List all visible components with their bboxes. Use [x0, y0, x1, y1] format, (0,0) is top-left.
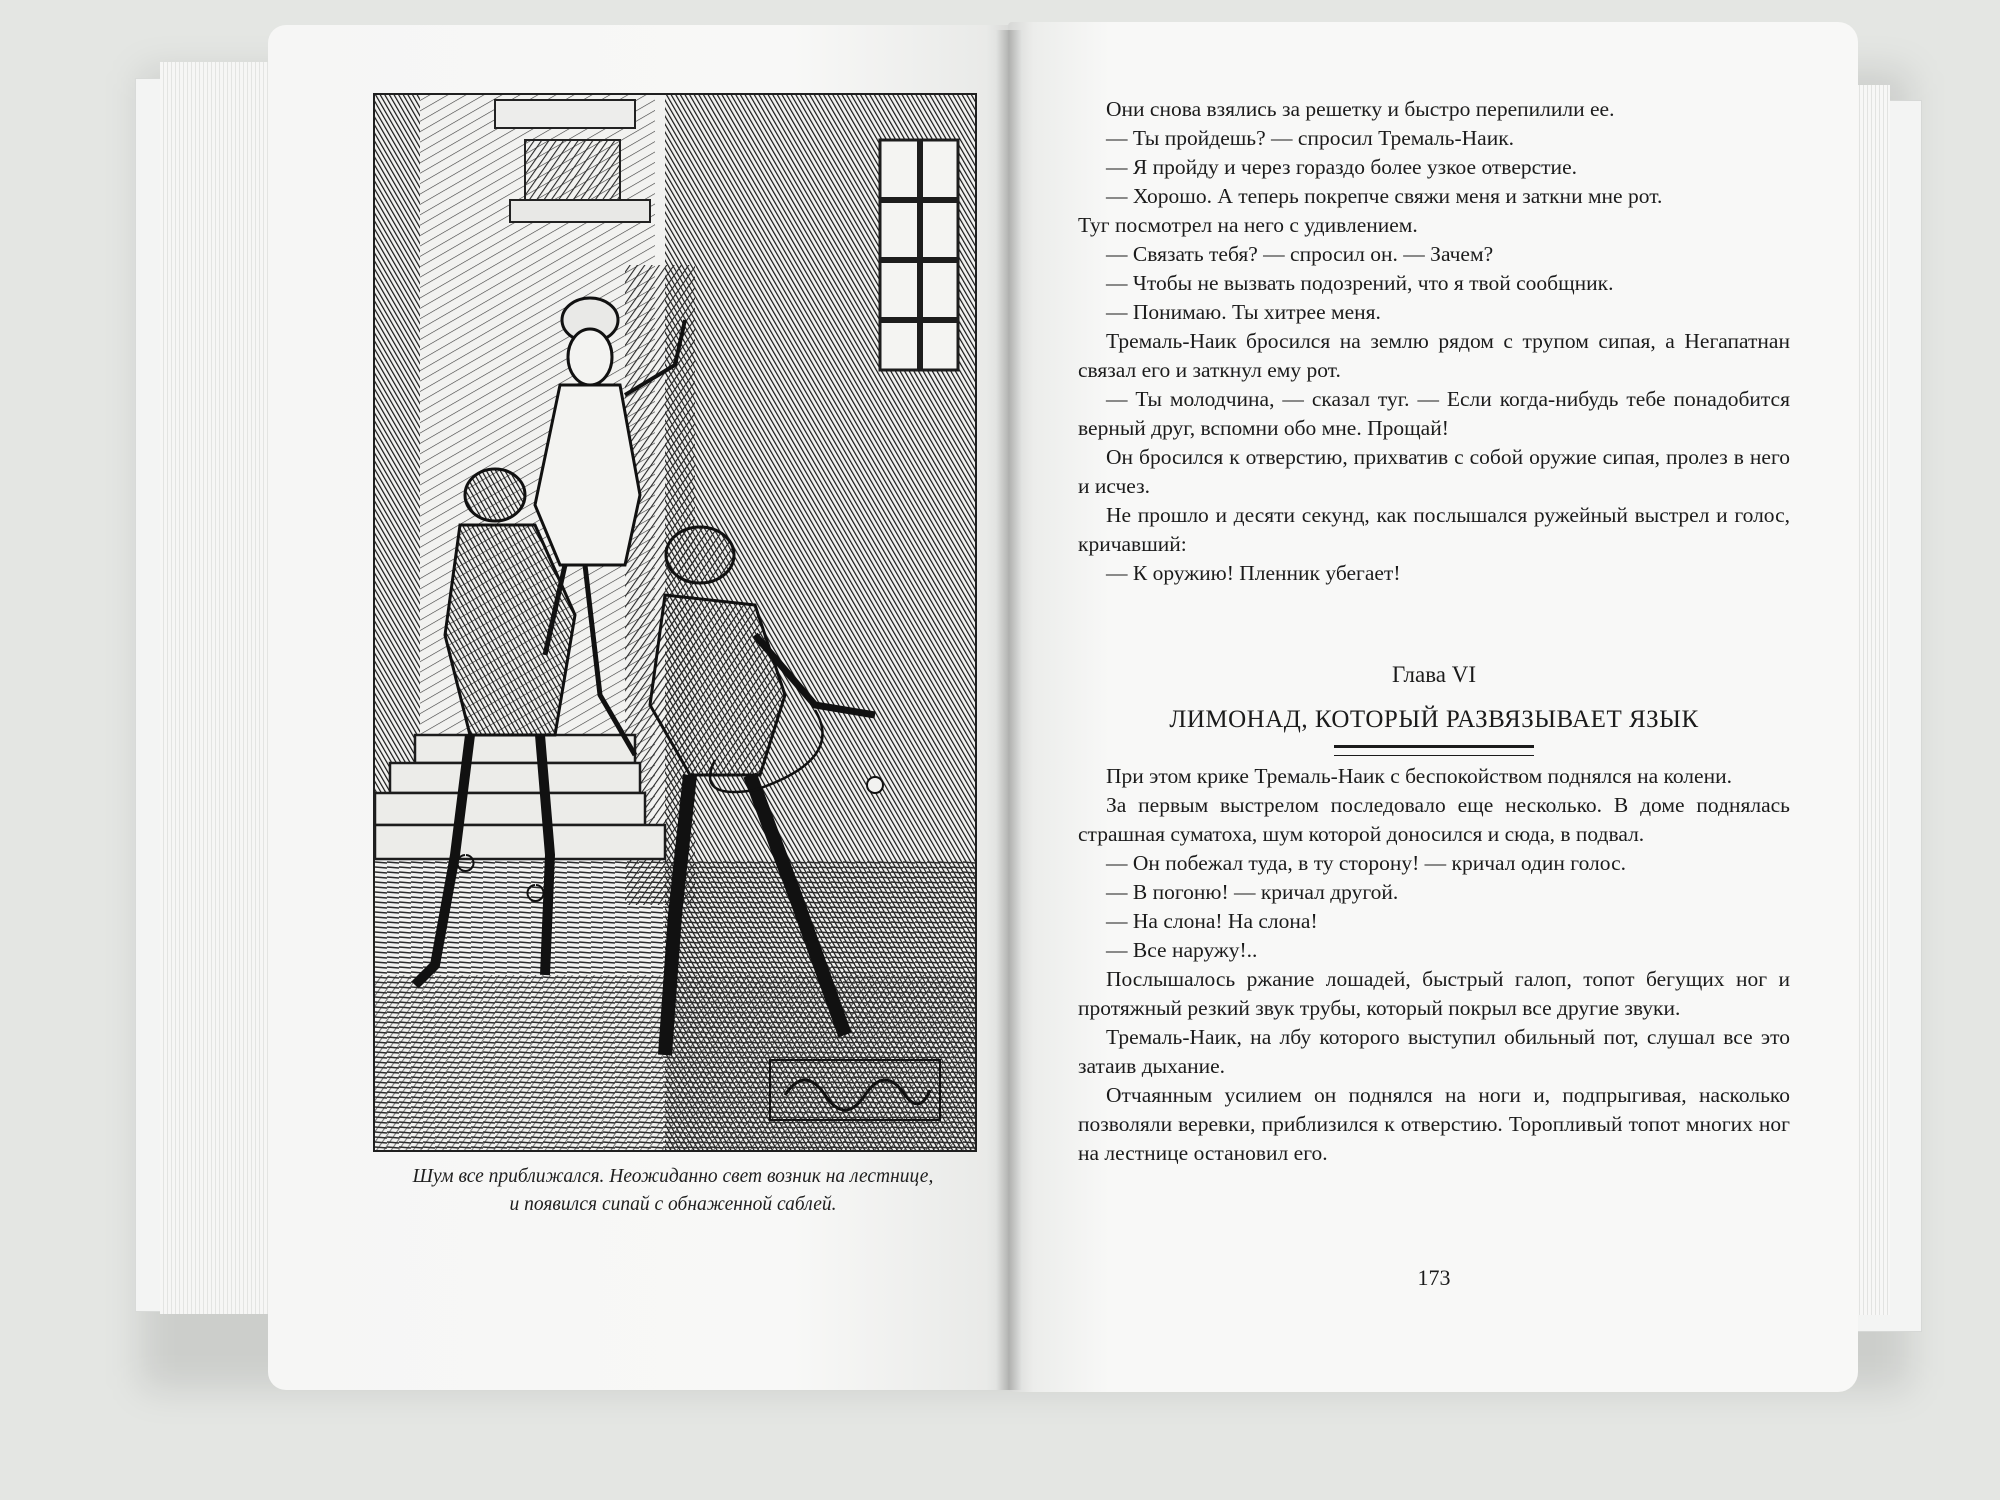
paragraph: — К оружию! Пленник убегает!	[1106, 561, 1401, 585]
paragraph: — Хорошо. А теперь покрепче свяжи меня и заткни мне рот.	[1106, 184, 1663, 208]
paragraph: Не прошло и десяти секунд, как послышался ружейный выстрел и голос, кричавший:	[1078, 503, 1790, 556]
spine-shadow	[996, 30, 1022, 1390]
text-before-chapter	[1078, 95, 1790, 588]
paragraph: — На слона! На слона!	[1106, 909, 1318, 933]
paragraph: — Я пройду и через гораздо более узкое отверстие.	[1106, 155, 1577, 179]
paragraph: — Связать тебя? — спросил он. — Зачем?	[1106, 242, 1494, 266]
paragraph: Тремаль-Наик, на лбу которого выступил обильный пот, слушал все это затаив дыхание.	[1078, 1025, 1790, 1078]
left-page	[268, 25, 1016, 1390]
paragraph: Послышалось ржание лошадей, быстрый галоп, топот бегущих ног и протяжный резкий звук трубы, который покрыл все другие звуки.	[1078, 967, 1790, 1020]
right-page	[1008, 22, 1858, 1392]
chapter-rule	[1334, 745, 1534, 756]
paragraph: — Чтобы не вызвать подозрений, что я твой сообщник.	[1106, 271, 1614, 295]
paragraph: — Ты молодчина, — сказал туг. — Если когда-нибудь тебе понадобится верный друг, вспомни обо мне. Прощай!	[1078, 387, 1790, 440]
paragraph: Тремаль-Наик бросился на землю рядом с трупом сипая, а Негапатнан связал его и заткнул ему рот.	[1078, 329, 1790, 382]
page-stack-left	[160, 62, 270, 1314]
paragraph: — Все наружу!..	[1106, 938, 1258, 962]
text-after-chapter	[1078, 762, 1790, 1168]
paragraph: — Ты пройдешь? — спросил Тремаль-Наик.	[1106, 126, 1515, 150]
paragraph: Они снова взялись за решетку и быстро перепилили ее.	[1106, 97, 1615, 121]
illustration-caption	[328, 1163, 1016, 1219]
page-number: 173	[1417, 1265, 1451, 1290]
chapter-number: Глава VI	[1391, 662, 1477, 687]
engraving-drawing	[375, 95, 975, 1150]
paragraph: Отчаянным усилием он поднялся на ноги и, подпрыгивая, насколько позволяли веревки, приблизился к отверстию. Торопливый топот многих ног на лестнице остановил его.	[1078, 1083, 1790, 1165]
paragraph: Он бросился к отверстию, прихватив с собой оружие сипая, пролез в него и исчез.	[1078, 445, 1790, 498]
paragraph: — Он побежал туда, в ту сторону! — кричал один голос.	[1106, 851, 1626, 875]
caption-line: и появился сипай с обнаженной саблей.	[509, 1194, 837, 1215]
paragraph: — В погоню! — кричал другой.	[1106, 880, 1399, 904]
paragraph: При этом крике Тремаль-Наик с беспокойством поднялся на колени.	[1106, 764, 1732, 788]
engraving-illustration	[373, 93, 977, 1152]
paragraph: — Понимаю. Ты хитрее меня.	[1106, 300, 1381, 324]
paragraph: Туг посмотрел на него с удивлением.	[1078, 213, 1418, 237]
chapter-heading	[1078, 659, 1790, 756]
chapter-title: ЛИМОНАД, КОТОРЫЙ РАЗВЯЗЫВАЕТ ЯЗЫК	[1169, 706, 1699, 733]
caption-line: Шум все приближался. Неожиданно свет возник на лестнице,	[412, 1166, 934, 1187]
paragraph: За первым выстрелом последовало еще несколько. В доме поднялась страшная суматоха, шум которой доносился и сюда, в подвал.	[1078, 793, 1790, 846]
